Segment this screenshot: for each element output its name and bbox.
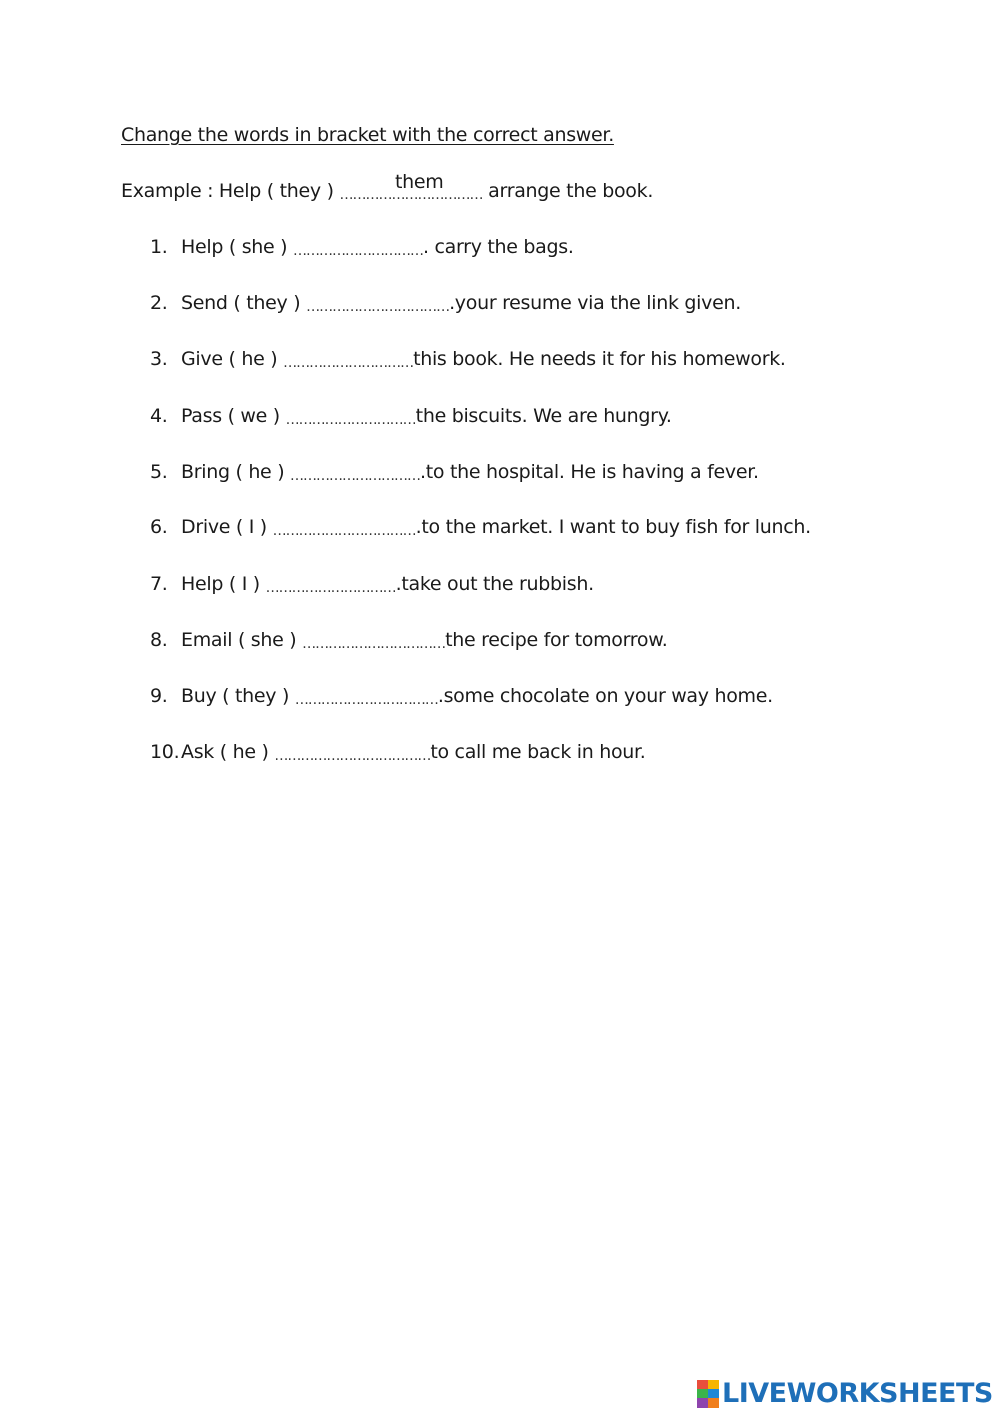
question-text: Give ( he ) …………………………this book. He needs it for his homework. (181, 348, 786, 371)
answer-blank[interactable]: ………………………… (290, 468, 421, 484)
logo-block (708, 1389, 719, 1398)
answer-blank[interactable]: …………………………… (294, 692, 438, 708)
question-item (150, 741, 646, 763)
question-number: 2. (150, 292, 168, 314)
question-item (150, 516, 811, 538)
answer-blank[interactable]: ………………………… (283, 355, 414, 371)
logo-icon (697, 1380, 719, 1408)
logo-text: LIVEWORKSHEETS (722, 1378, 993, 1409)
question-text: Pass ( we ) …………………………the biscuits. We are hungry. (181, 405, 672, 428)
question-number: 9. (150, 685, 168, 707)
example-line (121, 180, 653, 202)
question-number: 4. (150, 405, 168, 427)
question-item (150, 292, 741, 314)
instruction-heading: Change the words in bracket with the correct answer. (121, 124, 614, 146)
question-text: Drive ( I ) …………………………….to the market. I want to buy fish for lunch. (181, 516, 811, 539)
question-text: Help ( she ) …………………………. carry the bags. (181, 236, 574, 259)
question-text: Bring ( he ) ………………………….to the hospital. He is having a fever. (181, 461, 759, 484)
logo-block (697, 1389, 708, 1398)
question-item (150, 348, 786, 370)
answer-blank[interactable]: …………………………… (306, 299, 450, 315)
question-text: Email ( she ) ……………………………the recipe for tomorrow. (181, 629, 668, 652)
liveworksheets-logo[interactable] (697, 1378, 993, 1409)
answer-blank[interactable]: ………………………… (293, 243, 424, 259)
question-number: 10. (150, 741, 180, 763)
example-suffix: arrange the book. (482, 180, 654, 202)
question-text: Ask ( he ) ………………………………to call me back in hour. (181, 741, 646, 764)
logo-block (697, 1398, 708, 1408)
question-number: 1. (150, 236, 168, 258)
answer-blank[interactable]: …………………………… (302, 636, 446, 652)
question-item (150, 685, 773, 707)
question-text: Send ( they ) …………………………….your resume via the link given. (181, 292, 741, 315)
question-number: 3. (150, 348, 168, 370)
answer-blank[interactable]: ………………………… (265, 580, 396, 596)
question-number: 7. (150, 573, 168, 595)
answer-blank[interactable]: ………………………… (285, 412, 416, 428)
question-number: 5. (150, 461, 168, 483)
question-text: Buy ( they ) …………………………….some chocolate on your way home. (181, 685, 773, 708)
logo-block (697, 1380, 708, 1389)
example-blank: …………………………… (339, 187, 483, 203)
logo-block (708, 1398, 719, 1408)
question-number: 6. (150, 516, 168, 538)
example-prefix: Example : Help ( they ) (121, 180, 340, 202)
answer-blank[interactable]: ……………………………… (274, 748, 431, 764)
question-text: Help ( I ) ………………………….take out the rubbish. (181, 573, 594, 596)
question-item (150, 629, 667, 651)
question-item (150, 461, 759, 483)
logo-block (708, 1380, 719, 1389)
question-item (150, 573, 594, 595)
question-item (150, 405, 672, 427)
example-answer: them (395, 171, 444, 193)
question-number: 8. (150, 629, 168, 651)
question-item (150, 236, 574, 258)
answer-blank[interactable]: …………………………… (272, 523, 416, 539)
